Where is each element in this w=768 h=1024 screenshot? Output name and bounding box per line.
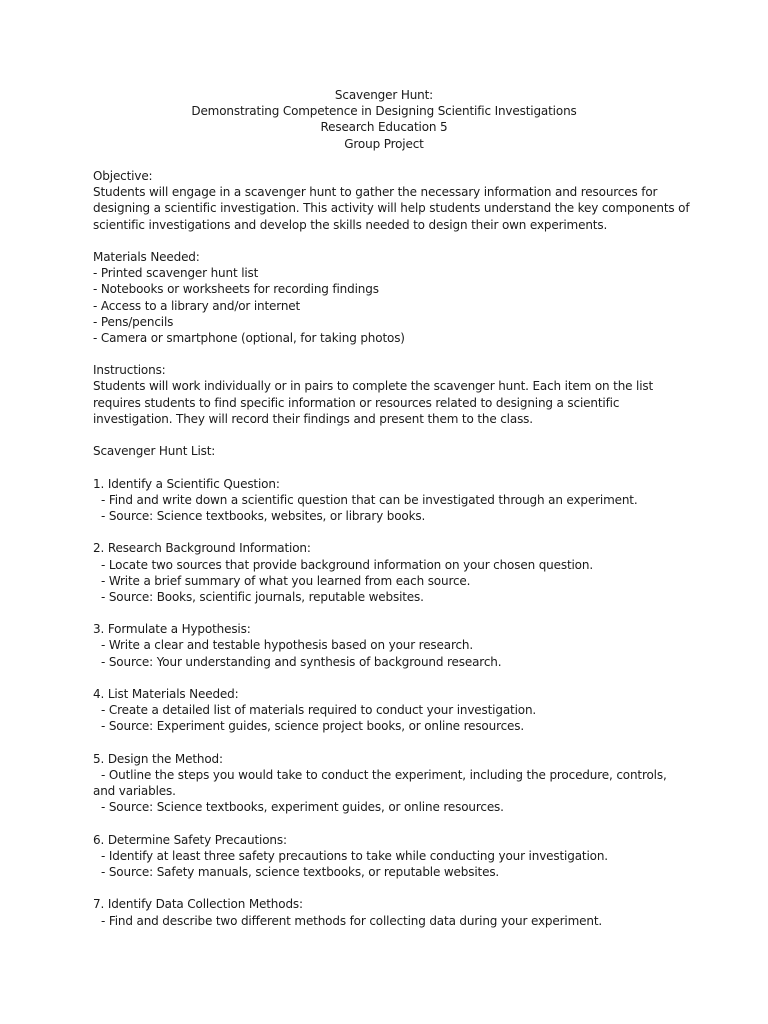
document-title: Scavenger Hunt: [334, 88, 434, 102]
spacer [93, 816, 683, 832]
spacer [93, 735, 683, 751]
hunt-item-title: 7. Identify Data Collection Methods: [93, 897, 303, 912]
hunt-item-line: - Find and describe two different methods for collecting data during your experiment. [101, 913, 603, 928]
instructions-section [93, 362, 683, 427]
document-header [0, 87, 768, 152]
hunt-item-title: 4. List Materials Needed: [93, 687, 239, 701]
instructions-line: investigation. They will record their findings and present them to the class. [93, 411, 533, 426]
hunt-list-item [93, 832, 683, 881]
instructions-line: Students will work individually or in pairs to complete the scavenger hunt. Each item on the list [93, 379, 654, 394]
instructions-line: requires students to find specific information or resources related to designing a scientific [93, 395, 620, 410]
materials-item: - Notebooks or worksheets for recording findings [93, 282, 379, 297]
hunt-item-line: - Create a detailed list of materials required to conduct your investigation. [101, 703, 537, 718]
hunt-item-line: - Source: Experiment guides, science project books, or online resources. [101, 719, 525, 734]
objective-line: designing a scientific investigation. This activity will help students understand the key components of [93, 201, 690, 216]
hunt-item-title: 5. Design the Method: [93, 751, 223, 766]
spacer [93, 459, 683, 475]
hunt-list-item [93, 751, 683, 816]
document-subtitle: Demonstrating Competence in Designing Scientific Investigations [191, 104, 577, 119]
spacer [93, 880, 683, 896]
hunt-item-title: 2. Research Background Information: [93, 541, 311, 556]
hunt-item-line: - Source: Safety manuals, science textbooks, or reputable websites. [101, 865, 500, 880]
hunt-list-heading: Scavenger Hunt List: [93, 444, 216, 459]
materials-item: - Camera or smartphone (optional, for taking photos) [93, 330, 405, 345]
hunt-list-item [93, 540, 683, 605]
materials-section [93, 249, 683, 346]
hunt-item-line: - Source: Your understanding and synthesis of background research. [101, 654, 502, 669]
objective-line: scientific investigations and develop the skills needed to design their own experiments. [93, 217, 608, 232]
hunt-list [93, 476, 683, 929]
hunt-list-item [93, 896, 683, 928]
hunt-list-item [93, 476, 683, 525]
document-body [93, 168, 690, 929]
spacer [93, 605, 683, 621]
hunt-item-line: - Outline the steps you would take to conduct the experiment, including the procedure, controls, [101, 767, 667, 782]
materials-item: - Printed scavenger hunt list [93, 266, 259, 281]
hunt-item-line: - Locate two sources that provide background information on your chosen question. [101, 557, 593, 572]
objective-line: Students will engage in a scavenger hunt to gather the necessary information and resources for [93, 185, 658, 200]
hunt-list-item [93, 621, 683, 670]
spacer [93, 427, 683, 443]
spacer [93, 524, 683, 540]
hunt-item-line: - Write a clear and testable hypothesis based on your research. [101, 638, 474, 653]
materials-heading: Materials Needed: [93, 249, 200, 264]
course-name: Research Education 5 [320, 120, 448, 135]
hunt-item-line: - Write a brief summary of what you learned from each source. [101, 573, 471, 588]
hunt-item-line: - Identify at least three safety precautions to take while conducting your investigation. [101, 848, 608, 863]
project-type: Group Project [344, 136, 424, 151]
hunt-item-title: 6. Determine Safety Precautions: [93, 832, 287, 847]
hunt-item-title: 3. Formulate a Hypothesis: [93, 622, 251, 637]
hunt-item-line: - Source: Science textbooks, websites, or library books. [101, 508, 426, 523]
instructions-heading: Instructions: [93, 363, 166, 378]
hunt-item-line: - Find and write down a scientific question that can be investigated through an experiment. [101, 492, 638, 507]
materials-item: - Pens/pencils [93, 314, 174, 329]
hunt-item-line: - Source: Books, scientific journals, reputable websites. [101, 589, 424, 604]
objective-heading: Objective: [93, 169, 153, 183]
hunt-item-title: 1. Identify a Scientific Question: [93, 476, 280, 491]
objective-section [93, 168, 690, 233]
hunt-item-line: and variables. [93, 784, 176, 799]
spacer [93, 346, 683, 362]
materials-item: - Access to a library and/or internet [93, 298, 301, 313]
spacer [93, 233, 683, 249]
hunt-item-line: - Source: Science textbooks, experiment guides, or online resources. [101, 800, 504, 815]
spacer [93, 670, 683, 686]
hunt-list-item [93, 686, 683, 735]
